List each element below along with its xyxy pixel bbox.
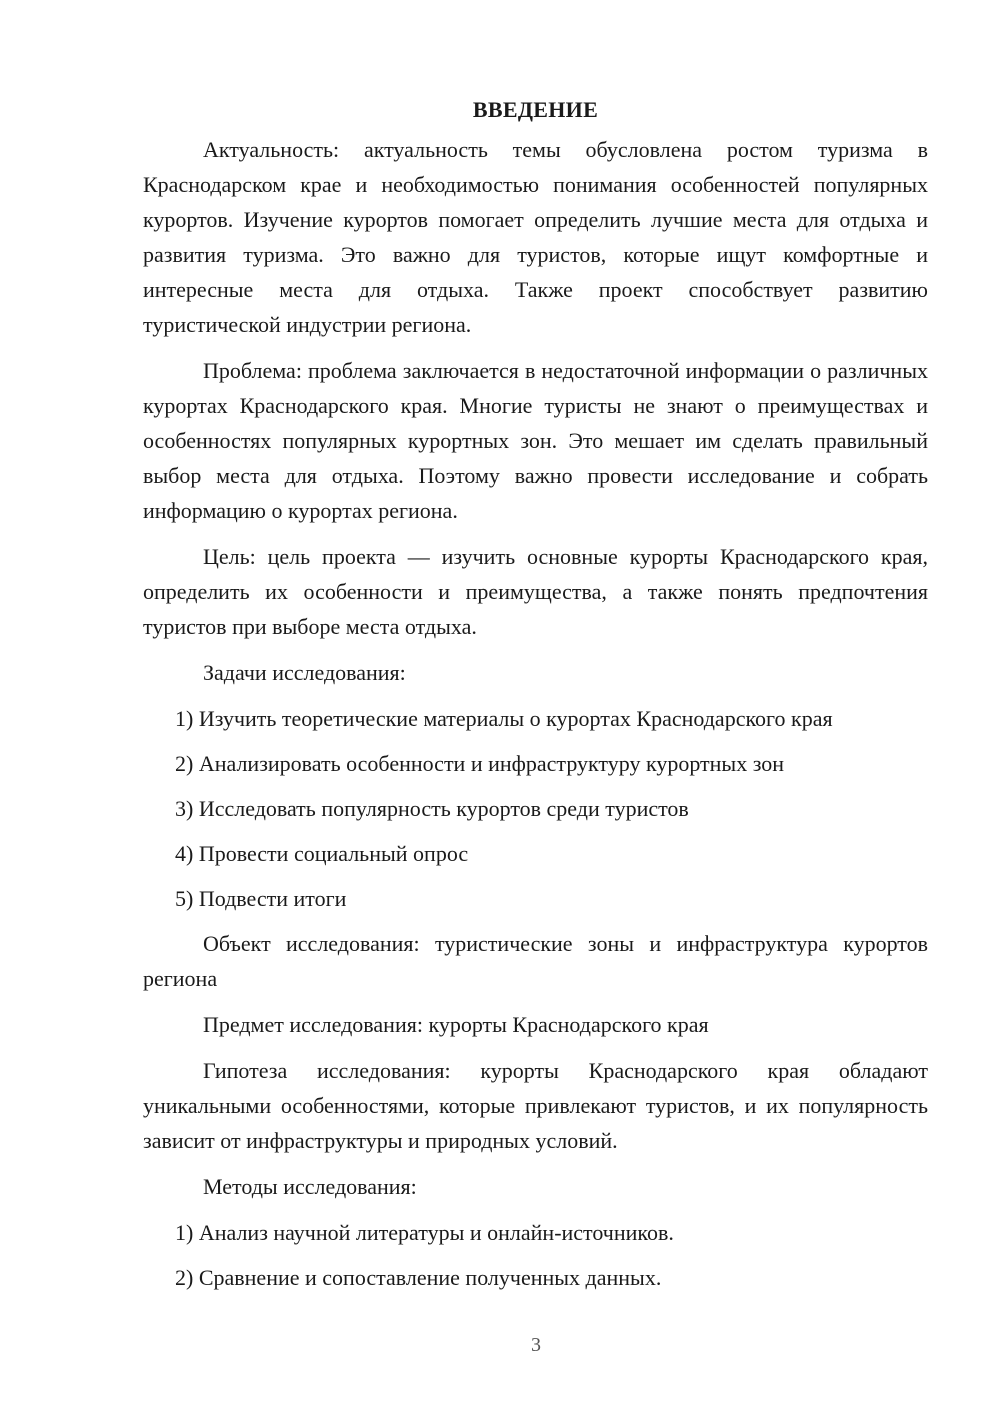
method-item-2: 2) Сравнение и сопоставление полученных данных. (175, 1265, 662, 1290)
task-item-3: 3) Исследовать популярность курортов среди туристов (175, 796, 689, 821)
paragraph-relevance: Актуальность: актуальность темы обусловлена ростом туризма в Краснодарском крае и необходимостью понимания особенностей популярных курортов. Изучение курортов помогает определить лучшие места для отдыха и развития туризма. Это важно для туристов, которые ищут комфортные и интересные места для отдыха. Также проект способствует развитию туристической индустрии региона. (143, 137, 928, 337)
section-title: ВВЕДЕНИЕ (472, 97, 599, 122)
task-item-5: 5) Подвести итоги (175, 886, 347, 911)
tasks-heading: Задачи исследования: (203, 660, 406, 685)
methods-heading: Методы исследования: (203, 1174, 417, 1199)
paragraph-subject: Предмет исследования: курорты Краснодарского края (203, 1012, 709, 1037)
task-item-2: 2) Анализировать особенности и инфраструктуру курортных зон (175, 751, 785, 776)
page-number: 3 (531, 1334, 541, 1356)
paragraph-hypothesis: Гипотеза исследования: курорты Краснодарского края обладают уникальными особенностями, которые привлекают туристов, и их популярность зависит от инфраструктуры и природных условий. (143, 1058, 928, 1153)
method-item-1: 1) Анализ научной литературы и онлайн-источников. (175, 1220, 674, 1245)
paragraph-object: Объект исследования: туристические зоны и инфраструктура курортов региона (143, 931, 928, 991)
paragraph-goal: Цель: цель проекта — изучить основные курорты Краснодарского края, определить их особенности и преимущества, а также понять предпочтения туристов при выборе места отдыха. (143, 544, 928, 639)
task-item-4: 4) Провести социальный опрос (175, 841, 469, 866)
task-item-1: 1) Изучить теоретические материалы о курортах Краснодарского края (175, 706, 833, 731)
paragraph-problem: Проблема: проблема заключается в недостаточной информации о различных курортах Краснодарского края. Многие туристы не знают о преимуществах и особенностях популярных курортных зон. Это мешает им сделать правильный выбор места для отдыха. Поэтому важно провести исследование и собрать информацию о курортах региона. (143, 358, 928, 523)
document-page (143, 92, 928, 1305)
